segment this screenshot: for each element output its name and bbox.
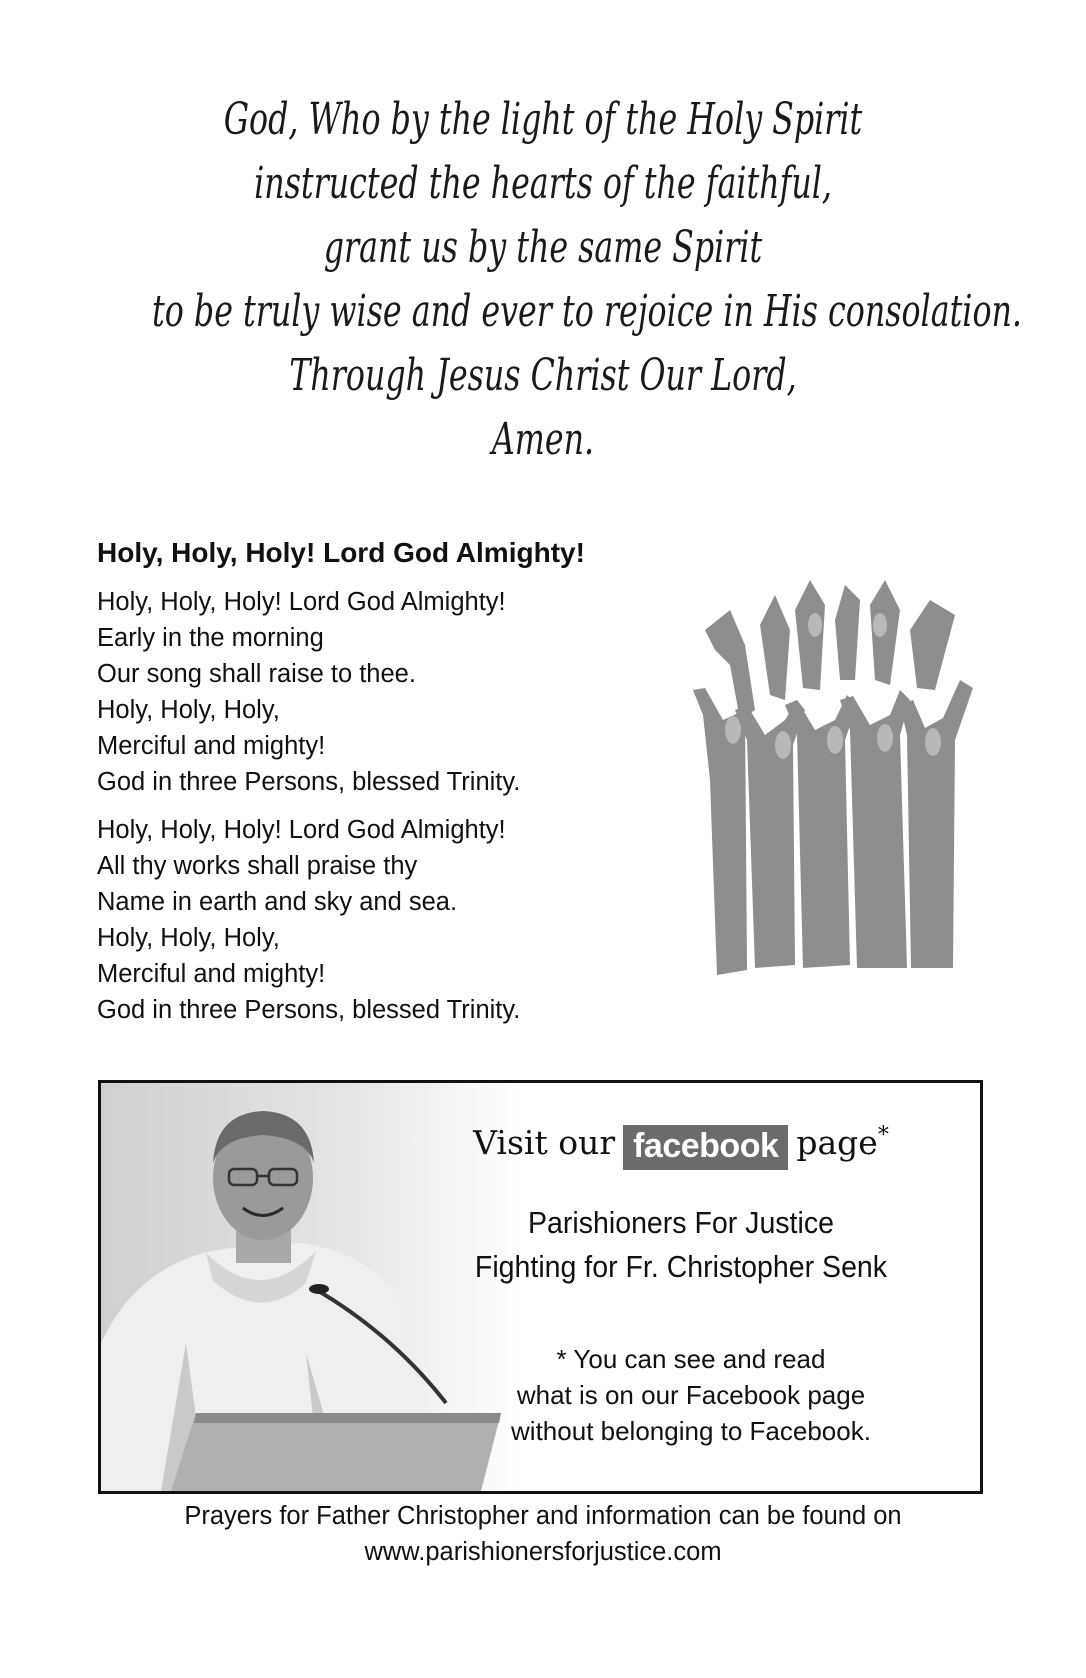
verse-line: Merciful and mighty! [97,732,326,760]
visit-prefix: Visit our [473,1123,616,1162]
choir-illustration [685,570,985,1010]
verse-line: All thy works shall praise thy [97,852,418,880]
verse-line: Merciful and mighty! [97,960,326,988]
facebook-note-line: * You can see and read [556,1344,826,1374]
prayer-line: Through Jesus Christ Our Lord, [289,350,797,401]
org-name: Parishioners For Justice [528,1205,834,1240]
verse-line: Holy, Holy, Holy! Lord God Almighty! [97,816,506,844]
verse-line: God in three Persons, blessed Trinity. [97,996,521,1024]
visit-suffix: page [796,1123,878,1162]
verse-line: Our song shall raise to thee. [97,660,416,688]
verse-line: Holy, Holy, Holy! Lord God Almighty! [97,588,506,616]
prayer-line: God, Who by the light of the Holy Spirit [223,94,863,145]
prayer-text [152,88,1022,472]
facebook-ad-box [98,1080,983,1494]
prayer-line: Amen. [491,414,595,465]
verse-line: Holy, Holy, Holy, [97,924,280,952]
hymn-title: Holy, Holy, Holy! Lord God Almighty! [97,537,585,568]
hymn-verse-2 [97,812,657,1028]
footer-text: Prayers for Father Christopher and information can be found on [184,1502,902,1530]
prayer-line: instructed the hearts of the faithful, [254,158,832,209]
prayer-line: to be truly wise and ever to rejoice in His consolation. [152,286,1022,337]
facebook-note-line: what is on our Facebook page [516,1380,866,1410]
hymn-verse-1 [97,584,657,800]
verse-line: God in three Persons, blessed Trinity. [97,768,521,796]
visit-facebook-heading [421,1123,941,1170]
verse-line: Holy, Holy, Holy, [97,696,280,724]
prayer-line: grant us by the same Spirit [323,222,763,273]
asterisk-icon: * [877,1123,889,1148]
facebook-note-line: without belonging to Facebook. [511,1416,871,1446]
verse-line: Early in the morning [97,624,324,652]
verse-line: Name in earth and sky and sea. [97,888,458,916]
facebook-logo: facebook [623,1125,788,1170]
org-mission: Fighting for Fr. Christopher Senk [474,1249,888,1284]
website-url: www.parishionersforjustice.com [364,1538,722,1566]
